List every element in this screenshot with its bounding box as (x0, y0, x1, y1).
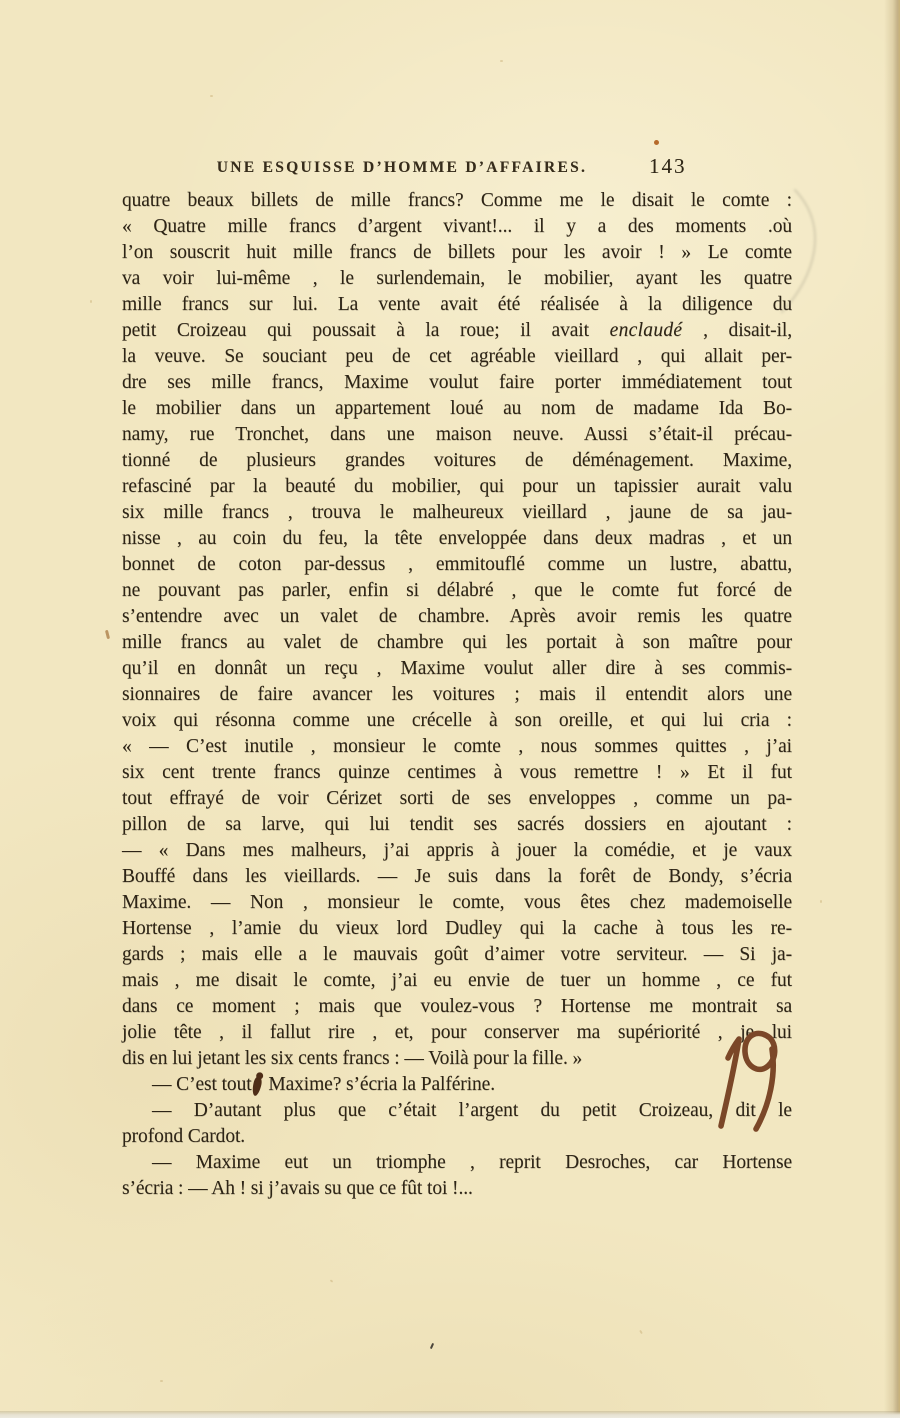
text-line: jolie tête , il fallut rire , et, pour conserver ma supériorité , je lui (122, 1022, 792, 1043)
text-line: — Maxime eut un triomphe , reprit Desroches, car Hortense (152, 1152, 792, 1173)
text-line: — D’autant plus que c’était l’argent du petit Croizeau, dit le (152, 1100, 792, 1121)
text-line: nisse , au coin du feu, la tête enveloppée dans deux madras , et un (122, 528, 792, 549)
text-line: le mobilier dans un appartement loué au nom de madame Ida Bo- (122, 398, 792, 419)
text-line: s’écria : — Ah ! si j’avais su que ce fût toi !... (122, 1178, 473, 1199)
text-line: Maxime. — Non , monsieur le comte, vous êtes chez mademoiselle (122, 892, 792, 913)
paper-fiber-fleck (210, 95, 213, 97)
running-header (122, 156, 792, 182)
paper-fiber-fleck (500, 60, 503, 62)
text-line: mille francs au valet de chambre qui les portait à son maître pour (122, 632, 792, 653)
text-line: profond Cardot. (122, 1126, 246, 1147)
text-line: « — C’est inutile , monsieur le comte , nous sommes quittes , j’ai (122, 736, 792, 757)
text-line: va voir lui-même , le surlendemain, le mobilier, ayant les quatre (122, 268, 792, 289)
stain-dot (654, 140, 659, 145)
text-line: mille francs sur lui. La vente avait été réalisée à la diligence du (122, 294, 792, 315)
text-line: la veuve. Se souciant peu de cet agréable vieillard , qui allait per- (122, 346, 792, 367)
text-line: l’on souscrit huit mille francs de billets pour les avoir ! » Le comte (122, 242, 792, 263)
paper-fiber-fleck (330, 1279, 334, 1282)
text-line: tionné de plusieurs grandes voitures de déménagement. Maxime, (122, 450, 792, 471)
text-line: petit Croizeau qui poussait à la roue; il avait enclaudé , disait-il, (122, 320, 792, 341)
page-bottom-edge (0, 1411, 900, 1418)
paper-speck (430, 1343, 434, 1349)
text-line: « Quatre mille francs d’argent vivant!... il y a des moments .où (122, 216, 792, 237)
text-line: tout effrayé de voir Cérizet sorti de ses enveloppes , comme un pa- (122, 788, 792, 809)
paper-fiber-fleck (639, 1330, 643, 1334)
text-line: — « Dans mes malheurs, j’ai appris à jouer la comédie, et je vaux (122, 840, 792, 861)
paper-fiber-fleck (90, 300, 92, 303)
text-line: dis en lui jetant les six cents francs : — Voilà pour la fille. » (122, 1048, 583, 1069)
text-line: mais , me disait le comte, j’ai eu envie de tuer un homme , ce fut (122, 970, 792, 991)
handwritten-margin-number (692, 1022, 792, 1137)
text-line: dre ses mille francs, Maxime voulut faire porter immédiatement tout (122, 372, 792, 393)
text-line: qu’il en donnât un reçu , Maxime voulut aller dire à ses commis- (122, 658, 792, 679)
ink-blot (251, 1075, 263, 1096)
margin-tick-mark (105, 630, 110, 639)
text-line: six cent trente francs quinze centimes à vous remettre ! » Et il fut (122, 762, 792, 783)
text-line: — C’est tout Maxime? s’écria la Palférine. (152, 1074, 495, 1095)
text-line: ne pouvant pas parler, enfin si délabré , que le comte fut forcé de (122, 580, 792, 601)
page-number: 143 (649, 154, 687, 178)
text-line: sionnaires de faire avancer les voitures ; mais il entendit alors une (122, 684, 792, 705)
text-line: pillon de sa larve, qui lui tendit ses sacrés dossiers en ajoutant : (122, 814, 792, 835)
text-line: dans ce moment ; mais que voulez-vous ? Hortense me montrait sa (122, 996, 792, 1017)
text-line: quatre beaux billets de mille francs? Comme me le disait le comte : (122, 190, 792, 211)
page-right-edge (884, 0, 900, 1418)
text-line: gards ; mais elle a le mauvais goût d’aimer votre serviteur. — Si ja- (122, 944, 792, 965)
text-line: Bouffé dans les vieillards. — Je suis dans la forêt de Bondy, s’écria (122, 866, 792, 887)
text-line: bonnet de coton par-dessus , emmitouflé comme un lustre, abattu, (122, 554, 792, 575)
text-line: Hortense , l’amie du vieux lord Dudley qui la cache à tous les re- (122, 918, 792, 939)
text-line: voix qui résonna comme une crécelle à son oreille, et qui lui cria : (122, 710, 792, 731)
running-header-title: UNE ESQUISSE D’HOMME D’AFFAIRES. (216, 159, 588, 176)
text-line: refasciné par la beauté du mobilier, qui pour un tapissier aurait valu (122, 476, 792, 497)
paper-fiber-fleck (160, 1380, 163, 1382)
text-line: namy, rue Tronchet, dans une maison neuve. Aussi s’était-il précau- (122, 424, 792, 445)
text-line: six mille francs , trouva le malheureux vieillard , jaune de sa jau- (122, 502, 792, 523)
bleed-through-mark (770, 182, 860, 352)
text-line: s’entendre avec un valet de chambre. Après avoir remis les quatre (122, 606, 792, 627)
paper-fiber-fleck (760, 520, 762, 523)
paper-fiber-fleck (820, 900, 822, 903)
